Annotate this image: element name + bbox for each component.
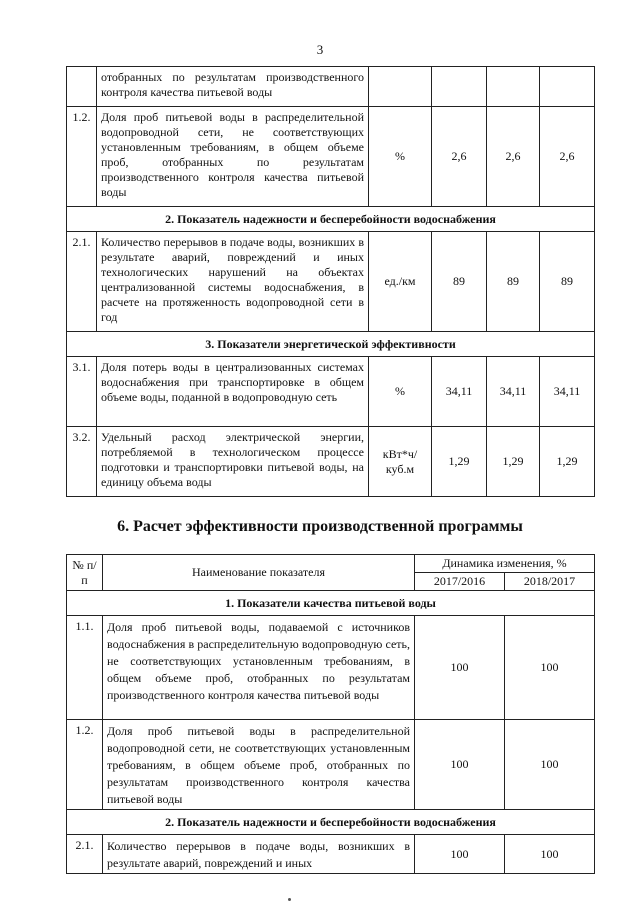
scan-mark	[288, 898, 291, 901]
section-title: 2. Показатель надежности и бесперебойности водоснабжения	[67, 810, 595, 835]
table-row	[67, 835, 595, 874]
row-number: 1.1.	[67, 616, 103, 720]
row-value: 89	[487, 232, 540, 332]
row-value: 2,6	[487, 107, 540, 207]
section-title: 3. Показатели энергетической эффективности	[67, 332, 595, 357]
table-row	[67, 107, 595, 207]
row-description: отобранных по результатам производственного контроля качества питьевой воды	[97, 67, 369, 107]
row-value	[487, 67, 540, 107]
row-value: 1,29	[487, 427, 540, 497]
section-row	[67, 810, 595, 835]
header-dynamics: Динамика изменения, %	[415, 555, 595, 573]
row-number: 1.2.	[67, 720, 103, 810]
header-period: 2017/2016	[415, 573, 505, 591]
indicators-table	[66, 66, 595, 497]
row-value: 89	[432, 232, 487, 332]
row-value: 100	[415, 720, 505, 810]
row-description: Удельный расход электрической энергии, потребляемой в технологическом процессе подготовки и транспортировки питьевой воды, на единицу объема воды	[97, 427, 369, 497]
row-description: Доля проб питьевой воды в распределительной водопроводной сети, не соответствующих установленным требованиям, в общем объеме проб, отобранных по результатам производственного контроля качества питьевой воды	[103, 720, 415, 810]
header-period: 2018/2017	[505, 573, 595, 591]
row-description: Количество перерывов в подаче воды, возникших в результате аварий, повреждений и иных	[103, 835, 415, 874]
header-name: Наименование показателя	[103, 555, 415, 591]
table-row	[67, 427, 595, 497]
row-value: 100	[415, 835, 505, 874]
row-description: Доля проб питьевой воды, подаваемой с источников водоснабжения в распределительную водопроводную сеть, не соответствующих установленным требованиям, в общем объеме проб, отобранных по результатам производственного контроля качества питьевой воды	[103, 616, 415, 720]
section-title: 1. Показатели качества питьевой воды	[67, 591, 595, 616]
section-row	[67, 332, 595, 357]
section-title: 2. Показатель надежности и бесперебойности водоснабжения	[67, 207, 595, 232]
row-unit: ед./км	[369, 232, 432, 332]
header-row	[67, 555, 595, 573]
row-description: Количество перерывов в подаче воды, возникших в результате аварий, повреждений и иных технологических нарушений на объектах централизованной системы водоснабжения, в расчете на протяженность водопроводной сети в год	[97, 232, 369, 332]
row-description: Доля потерь воды в централизованных системах водоснабжения при транспортировке в общем объеме воды, поданной в водопроводную сеть	[97, 357, 369, 427]
row-number: 3.2.	[67, 427, 97, 497]
row-number	[67, 67, 97, 107]
row-value: 89	[540, 232, 595, 332]
row-value: 2,6	[432, 107, 487, 207]
row-description: Доля проб питьевой воды в распределительной водопроводной сети, не соответствующих установленным требованиям, в общем объеме проб, отобранных по результатам производственного контроля качества питьевой воды	[97, 107, 369, 207]
row-value: 100	[505, 835, 595, 874]
table-row	[67, 616, 595, 720]
row-value	[540, 67, 595, 107]
row-number: 2.1.	[67, 835, 103, 874]
row-value: 1,29	[540, 427, 595, 497]
table-row	[67, 232, 595, 332]
row-value: 1,29	[432, 427, 487, 497]
efficiency-table	[66, 554, 595, 874]
row-value: 100	[505, 616, 595, 720]
table-row	[67, 720, 595, 810]
row-number: 1.2.	[67, 107, 97, 207]
table-row	[67, 67, 595, 107]
row-value: 100	[505, 720, 595, 810]
row-unit	[369, 67, 432, 107]
section-row	[67, 207, 595, 232]
row-value: 34,11	[540, 357, 595, 427]
page-number: 3	[316, 42, 324, 57]
row-unit: кВт*ч/ куб.м	[369, 427, 432, 497]
row-value	[432, 67, 487, 107]
header-number: № п/п	[67, 555, 103, 591]
row-value: 34,11	[487, 357, 540, 427]
row-unit: %	[369, 107, 432, 207]
section-row	[67, 591, 595, 616]
row-value: 34,11	[432, 357, 487, 427]
table-row	[67, 357, 595, 427]
row-value: 100	[415, 616, 505, 720]
row-number: 3.1.	[67, 357, 97, 427]
row-number: 2.1.	[67, 232, 97, 332]
row-value: 2,6	[540, 107, 595, 207]
section-heading: 6. Расчет эффективности производственной программы	[117, 518, 523, 535]
row-unit: %	[369, 357, 432, 427]
